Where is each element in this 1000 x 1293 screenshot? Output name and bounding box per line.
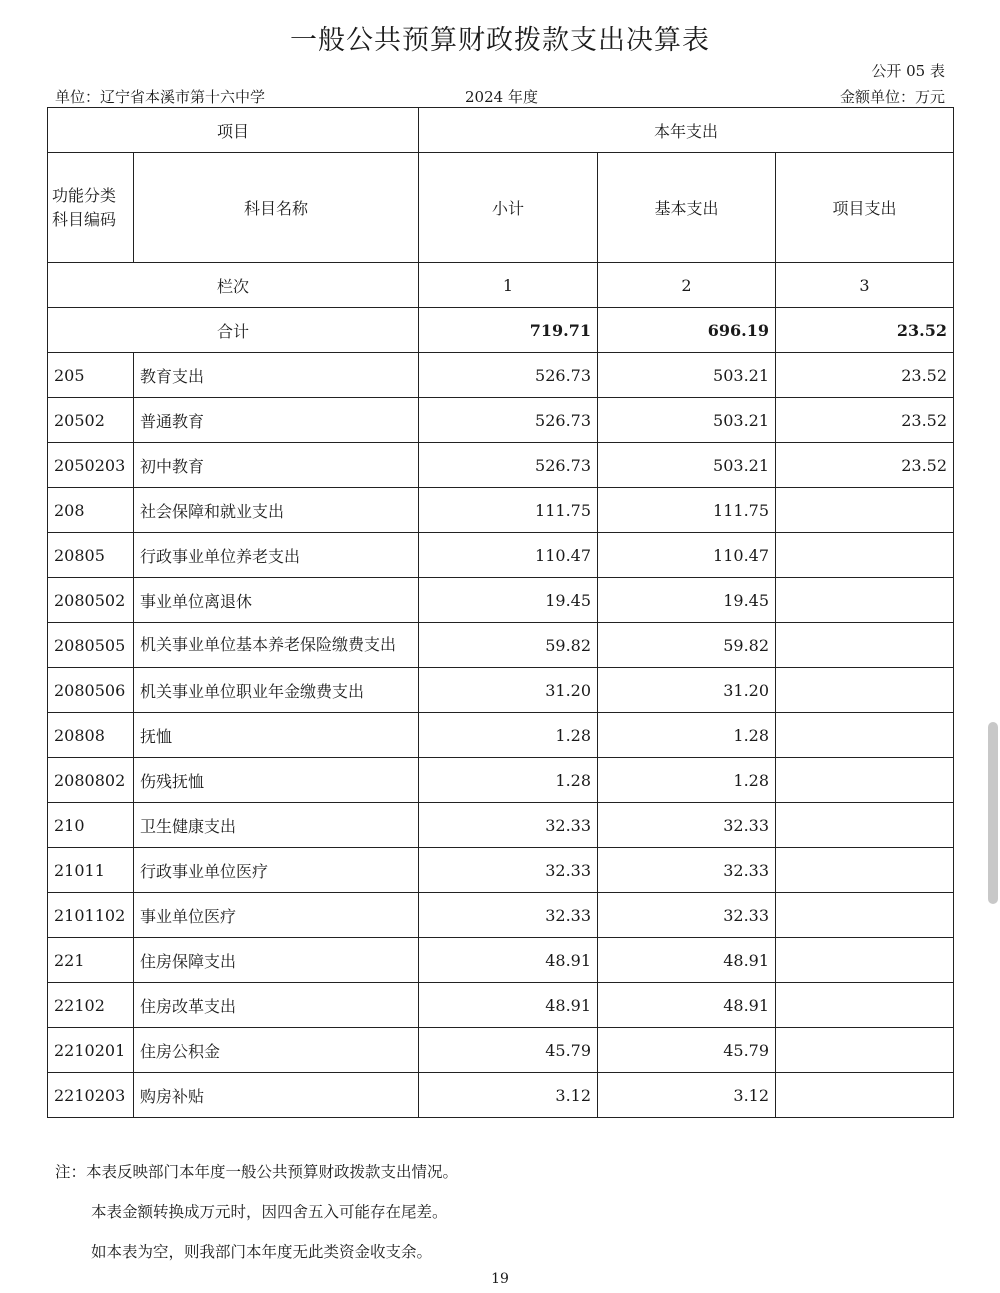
row-subtotal: 526.73 — [419, 398, 598, 443]
row-name: 住房公积金 — [134, 1028, 419, 1073]
row-subtotal: 32.33 — [419, 803, 598, 848]
row-project — [776, 893, 954, 938]
row-name: 购房补贴 — [134, 1073, 419, 1118]
row-name: 初中教育 — [134, 443, 419, 488]
row-project — [776, 533, 954, 578]
row-name: 事业单位医疗 — [134, 893, 419, 938]
total-subtotal: 719.71 — [419, 308, 598, 353]
row-project — [776, 848, 954, 893]
row-basic: 31.20 — [598, 668, 776, 713]
table-row — [48, 533, 954, 578]
row-code: 208 — [48, 488, 134, 533]
row-name: 行政事业单位医疗 — [134, 848, 419, 893]
header-subtotal: 小计 — [419, 153, 598, 263]
row-name: 住房改革支出 — [134, 983, 419, 1028]
table-row — [48, 353, 954, 398]
row-subtotal: 526.73 — [419, 443, 598, 488]
header-current-expense: 本年支出 — [419, 108, 954, 153]
row-project — [776, 1073, 954, 1118]
header-basic: 基本支出 — [598, 153, 776, 263]
row-code: 2080506 — [48, 668, 134, 713]
table-row — [48, 848, 954, 893]
row-code: 2080502 — [48, 578, 134, 623]
form-number: 公开 05 表 — [871, 62, 945, 80]
row-code: 21011 — [48, 848, 134, 893]
row-project — [776, 1028, 954, 1073]
table-row — [48, 713, 954, 758]
row-code: 221 — [48, 938, 134, 983]
total-row — [48, 308, 954, 353]
column-index-3: 3 — [776, 263, 954, 308]
table-row — [48, 398, 954, 443]
table-row — [48, 578, 954, 623]
header-row-1 — [48, 108, 954, 153]
total-basic: 696.19 — [598, 308, 776, 353]
expense-table — [47, 107, 954, 1118]
row-basic: 59.82 — [598, 623, 776, 668]
row-name: 社会保障和就业支出 — [134, 488, 419, 533]
row-code: 22102 — [48, 983, 134, 1028]
row-code: 210 — [48, 803, 134, 848]
header-project: 项目 — [48, 108, 419, 153]
header-code: 功能分类科目编码 — [48, 153, 134, 263]
row-subtotal: 45.79 — [419, 1028, 598, 1073]
table-row — [48, 623, 954, 668]
note-line: 本表金额转换成万元时，因四舍五入可能存在尾差。 — [91, 1203, 448, 1221]
row-subtotal: 111.75 — [419, 488, 598, 533]
row-code: 20808 — [48, 713, 134, 758]
row-code: 2210201 — [48, 1028, 134, 1073]
row-subtotal: 19.45 — [419, 578, 598, 623]
row-code: 20502 — [48, 398, 134, 443]
row-subtotal: 3.12 — [419, 1073, 598, 1118]
row-basic: 503.21 — [598, 398, 776, 443]
scrollbar-thumb[interactable] — [988, 722, 998, 904]
row-code: 205 — [48, 353, 134, 398]
row-subtotal: 32.33 — [419, 893, 598, 938]
row-name: 教育支出 — [134, 353, 419, 398]
row-project: 23.52 — [776, 398, 954, 443]
row-basic: 19.45 — [598, 578, 776, 623]
row-basic: 111.75 — [598, 488, 776, 533]
row-basic: 45.79 — [598, 1028, 776, 1073]
row-basic: 32.33 — [598, 893, 776, 938]
header-project-expense: 项目支出 — [776, 153, 954, 263]
row-subtotal: 526.73 — [419, 353, 598, 398]
table-row — [48, 1073, 954, 1118]
row-project — [776, 938, 954, 983]
row-project: 23.52 — [776, 443, 954, 488]
header-row-2 — [48, 153, 954, 263]
row-subtotal: 59.82 — [419, 623, 598, 668]
row-name: 行政事业单位养老支出 — [134, 533, 419, 578]
table-row — [48, 803, 954, 848]
row-name: 住房保障支出 — [134, 938, 419, 983]
notes — [55, 1152, 458, 1272]
row-project — [776, 668, 954, 713]
row-code: 2101102 — [48, 893, 134, 938]
row-subtotal: 48.91 — [419, 983, 598, 1028]
unit-label: 单位：辽宁省本溪市第十六中学 — [55, 88, 266, 106]
row-name: 机关事业单位职业年金缴费支出 — [134, 668, 419, 713]
total-project: 23.52 — [776, 308, 954, 353]
row-subtotal: 1.28 — [419, 758, 598, 803]
row-basic: 503.21 — [598, 353, 776, 398]
table-row — [48, 488, 954, 533]
row-project — [776, 803, 954, 848]
row-project — [776, 758, 954, 803]
table-row — [48, 1028, 954, 1073]
row-name: 普通教育 — [134, 398, 419, 443]
row-basic: 110.47 — [598, 533, 776, 578]
row-name: 机关事业单位基本养老保险缴费支出 — [134, 623, 419, 668]
row-project — [776, 578, 954, 623]
row-subtotal: 32.33 — [419, 848, 598, 893]
row-code: 20805 — [48, 533, 134, 578]
row-name: 伤残抚恤 — [134, 758, 419, 803]
row-name: 事业单位离退休 — [134, 578, 419, 623]
row-code: 2080505 — [48, 623, 134, 668]
row-subtotal: 1.28 — [419, 713, 598, 758]
row-project — [776, 623, 954, 668]
row-project — [776, 983, 954, 1028]
row-basic: 48.91 — [598, 938, 776, 983]
money-unit-label: 金额单位：万元 — [839, 88, 945, 106]
total-label: 合计 — [48, 308, 419, 353]
row-subtotal: 31.20 — [419, 668, 598, 713]
table-row — [48, 938, 954, 983]
row-project: 23.52 — [776, 353, 954, 398]
row-code: 2050203 — [48, 443, 134, 488]
row-basic: 1.28 — [598, 713, 776, 758]
row-basic: 32.33 — [598, 848, 776, 893]
row-basic: 1.28 — [598, 758, 776, 803]
row-basic: 32.33 — [598, 803, 776, 848]
note-line: 注：本表反映部门本年度一般公共预算财政拨款支出情况。 — [55, 1163, 459, 1181]
row-name: 抚恤 — [134, 713, 419, 758]
row-project — [776, 713, 954, 758]
row-project — [776, 488, 954, 533]
column-index-1: 1 — [419, 263, 598, 308]
row-code: 2210203 — [48, 1073, 134, 1118]
row-code: 2080802 — [48, 758, 134, 803]
table-row — [48, 983, 954, 1028]
page-number: 19 — [491, 1271, 509, 1287]
table-body — [48, 108, 954, 1118]
note-line: 如本表为空，则我部门本年度无此类资金收支余。 — [91, 1243, 433, 1261]
column-index-row — [48, 263, 954, 308]
column-index-label: 栏次 — [48, 263, 419, 308]
page-title: 一般公共预算财政拨款支出决算表 — [290, 25, 710, 56]
row-basic: 503.21 — [598, 443, 776, 488]
year-label: 2024 年度 — [465, 88, 538, 106]
row-basic: 3.12 — [598, 1073, 776, 1118]
column-index-2: 2 — [598, 263, 776, 308]
row-basic: 48.91 — [598, 983, 776, 1028]
row-name: 卫生健康支出 — [134, 803, 419, 848]
header-name: 科目名称 — [134, 153, 419, 263]
table-row — [48, 668, 954, 713]
table-row — [48, 758, 954, 803]
table-row — [48, 893, 954, 938]
row-subtotal: 110.47 — [419, 533, 598, 578]
table-row — [48, 443, 954, 488]
row-subtotal: 48.91 — [419, 938, 598, 983]
